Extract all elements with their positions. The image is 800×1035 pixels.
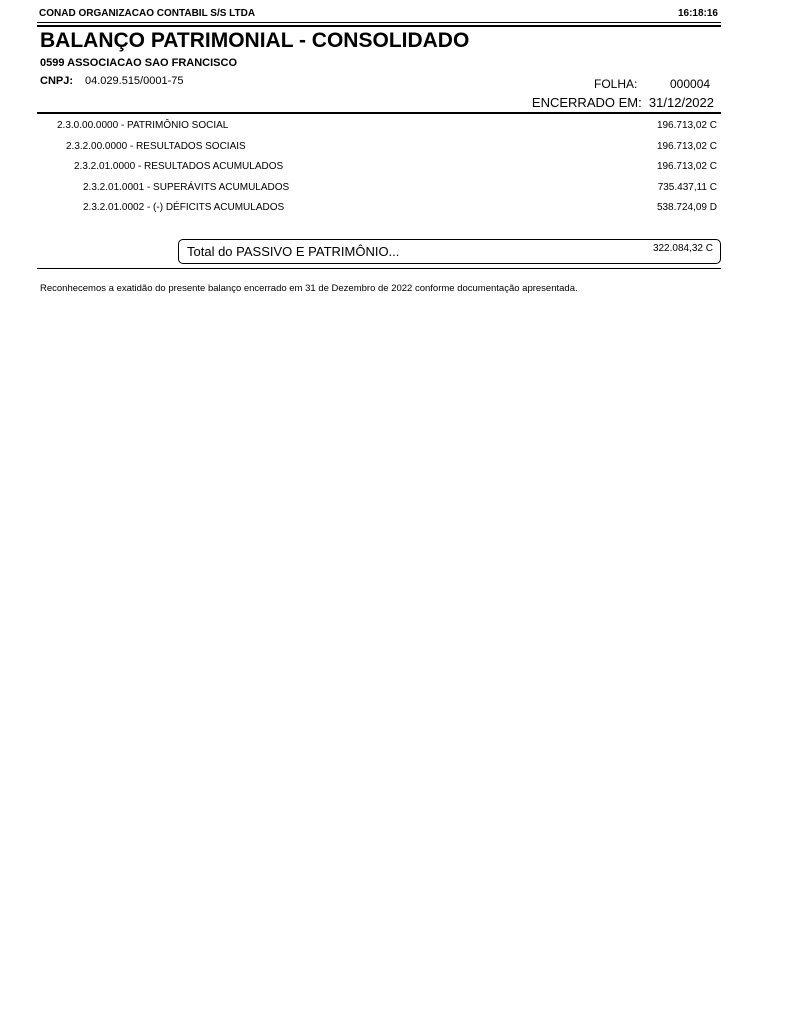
report-title: BALANÇO PATRIMONIAL - CONSOLIDADO <box>40 29 470 52</box>
account-row <box>37 161 721 177</box>
account-value: 196.713,02 C <box>656 140 717 152</box>
report-time: 16:18:16 <box>677 8 718 19</box>
company-name: CONAD ORGANIZACAO CONTABIL S/S LTDA <box>39 8 256 19</box>
account-label: 2.3.0.00.0000 - PATRIMÔNIO SOCIAL <box>57 120 229 131</box>
account-row <box>37 141 721 157</box>
total-label: Total do PASSIVO E PATRIMÔNIO... <box>187 244 400 259</box>
account-label: 2.3.2.01.0000 - RESULTADOS ACUMULADOS <box>74 161 284 172</box>
entity-name: 0599 ASSOCIACAO SAO FRANCISCO <box>40 57 238 69</box>
folha-label: FOLHA: <box>594 77 638 91</box>
account-row <box>37 182 721 198</box>
footer-rule <box>37 268 721 269</box>
account-label: 2.3.2.01.0002 - (-) DÉFICITS ACUMULADOS <box>83 202 285 213</box>
account-label: 2.3.2.01.0001 - SUPERÁVITS ACUMULADOS <box>83 181 290 193</box>
account-row <box>37 120 721 136</box>
acknowledgement-statement: Reconhecemos a exatidão do presente balanço encerrado em 31 de Dezembro de 2022 conforme documentação apresentada. <box>40 283 578 294</box>
folha-value: 000004 <box>670 77 711 91</box>
account-value: 196.713,02 C <box>656 120 717 131</box>
total-value: 322.084,32 C <box>652 243 713 254</box>
account-label: 2.3.2.00.0000 - RESULTADOS SOCIAIS <box>66 140 246 152</box>
closing-date: ENCERRADO EM: 31/12/2022 <box>531 95 714 110</box>
section-rule <box>37 112 721 114</box>
account-row <box>37 202 721 218</box>
header-rule-thick <box>37 25 721 27</box>
cnpj-label: CNPJ: <box>40 75 74 87</box>
account-value: 196.713,02 C <box>656 161 717 172</box>
cnpj-value: 04.029.515/0001-75 <box>85 75 184 87</box>
total-box <box>178 239 721 264</box>
account-value: 538.724,09 D <box>656 202 717 213</box>
header-rule-thin <box>37 22 721 23</box>
account-value: 735.437,11 C <box>657 181 717 193</box>
